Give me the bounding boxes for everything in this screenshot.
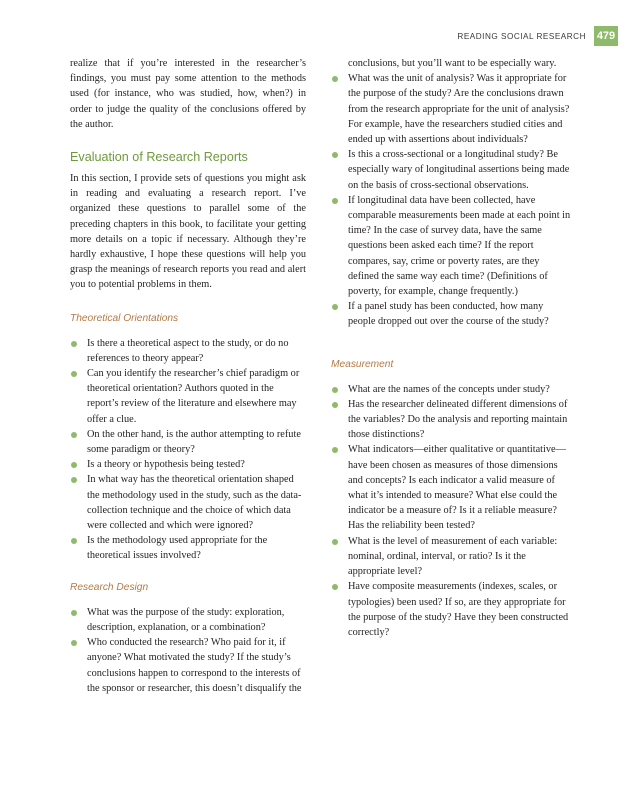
- list-item: Is the methodology used appropriate for the theoretical issues involved?: [70, 533, 306, 563]
- section-body: In this section, I provide sets of questions you might ask in reading and evaluating a research report. I’ve organized these questions to parallel some of the preceding chapters in this book, to facilitate your getting more details on a topic if necessary. Although they’re hardly exhaustive, I hope these questions will help you grasp the meanings of research reports you read and alert you to potential problems in them.: [70, 173, 306, 291]
- bullet-icon: [71, 341, 77, 347]
- continuation-text: conclusions, but you’ll want to be especially wary.: [348, 58, 557, 69]
- list-item: On the other hand, is the author attempting to refute some paradigm or theory?: [70, 427, 306, 457]
- list-item: Is a theory or hypothesis being tested?: [70, 457, 306, 472]
- list-item: Has the researcher delineated different dimensions of the variables? Do the analysis and reporting maintain those distinctions?: [331, 397, 571, 443]
- bullet-icon: [332, 447, 338, 453]
- list-item: Is this a cross-sectional or a longitudinal study? Be especially wary of longitudinal assertions being made on the basis of cross-sectional observations.: [331, 147, 571, 193]
- list-item: Who conducted the research? Who paid for it, if anyone? What motivated the study? If the study’s conclusions happen to correspond to the interests of the sponsor or researcher, this doesn’t disqualify the: [70, 635, 306, 696]
- bullet-icon: [71, 462, 77, 468]
- design-heading: Research Design: [70, 581, 149, 593]
- intro-paragraph: realize that if you’re interested in the researcher’s findings, you must pay some attention to the methods used (for instance, who was studied, how, when?) in order to judge the quality of the conclusions offered by the author.: [70, 58, 306, 130]
- list-item: If a panel study has been conducted, how many people dropped out over the course of the study?: [331, 299, 571, 329]
- bullet-icon: [332, 402, 338, 408]
- bullet-icon: [332, 539, 338, 545]
- right-column: [331, 56, 571, 640]
- design-list: [70, 605, 306, 696]
- bullet-icon: [71, 538, 77, 544]
- bullet-icon: [332, 76, 338, 82]
- list-item: What was the unit of analysis? Was it appropriate for the purpose of the study? Are the conclusions drawn from the research appropriate for the unit of analysis? For example, have the researchers studied cities and ended up with assertions about individuals?: [331, 71, 571, 147]
- bullet-icon: [71, 477, 77, 483]
- bullet-icon: [71, 640, 77, 646]
- bullet-icon: [71, 432, 77, 438]
- page-header: [457, 26, 618, 46]
- theory-list: [70, 336, 306, 564]
- bullet-icon: [332, 198, 338, 204]
- page-number: 479: [594, 26, 618, 46]
- bullet-icon: [332, 304, 338, 310]
- list-item: Have composite measurements (indexes, scales, or typologies) been used? If so, are they appropriate for the purpose of the study? Have they been constructed correctly?: [331, 579, 571, 640]
- bullet-icon: [71, 371, 77, 377]
- measurement-list: [331, 382, 571, 640]
- list-item: Can you identify the researcher’s chief paradigm or theoretical orientation? Authors quoted in the report’s review of the literature and elsewhere may offer a clue.: [70, 366, 306, 427]
- measurement-heading: Measurement: [331, 358, 394, 370]
- section-title: Evaluation of Research Reports: [70, 150, 248, 165]
- list-item: In what way has the theoretical orientation shaped the methodology used in the study, such as the data-collection technique and the choice of which data were collected and which were ignored?: [70, 472, 306, 533]
- list-item: What are the names of the concepts under study?: [331, 382, 571, 397]
- bullet-icon: [71, 610, 77, 616]
- list-item: What was the purpose of the study: exploration, description, explanation, or a combination?: [70, 605, 306, 635]
- list-item: What indicators—either qualitative or quantitative—have been chosen as measures of those dimensions and concepts? Is each indicator a valid measure of what it’s intended to measure? What else could the indicator be a measure of? Is it a reliable measure? Has the reliability been tested?: [331, 442, 571, 533]
- list-item: What is the level of measurement of each variable: nominal, ordinal, interval, or ratio? Is it the appropriate level?: [331, 534, 571, 580]
- bullet-icon: [332, 152, 338, 158]
- list-item: If longitudinal data have been collected, have comparable measurements been made at each point in time? In the case of survey data, have the same questions been asked each time? If the report compares, say, crime or poverty rates, are they defined the same way each time? (Definitions of poverty, for example, change frequently.): [331, 193, 571, 299]
- theory-heading: Theoretical Orientations: [70, 312, 179, 324]
- left-column: [70, 56, 306, 696]
- design-list-continued: [331, 71, 571, 329]
- bullet-icon: [332, 584, 338, 590]
- list-item: Is there a theoretical aspect to the study, or do no references to theory appear?: [70, 336, 306, 366]
- running-head: READING SOCIAL RESEARCH: [457, 31, 586, 41]
- bullet-icon: [332, 387, 338, 393]
